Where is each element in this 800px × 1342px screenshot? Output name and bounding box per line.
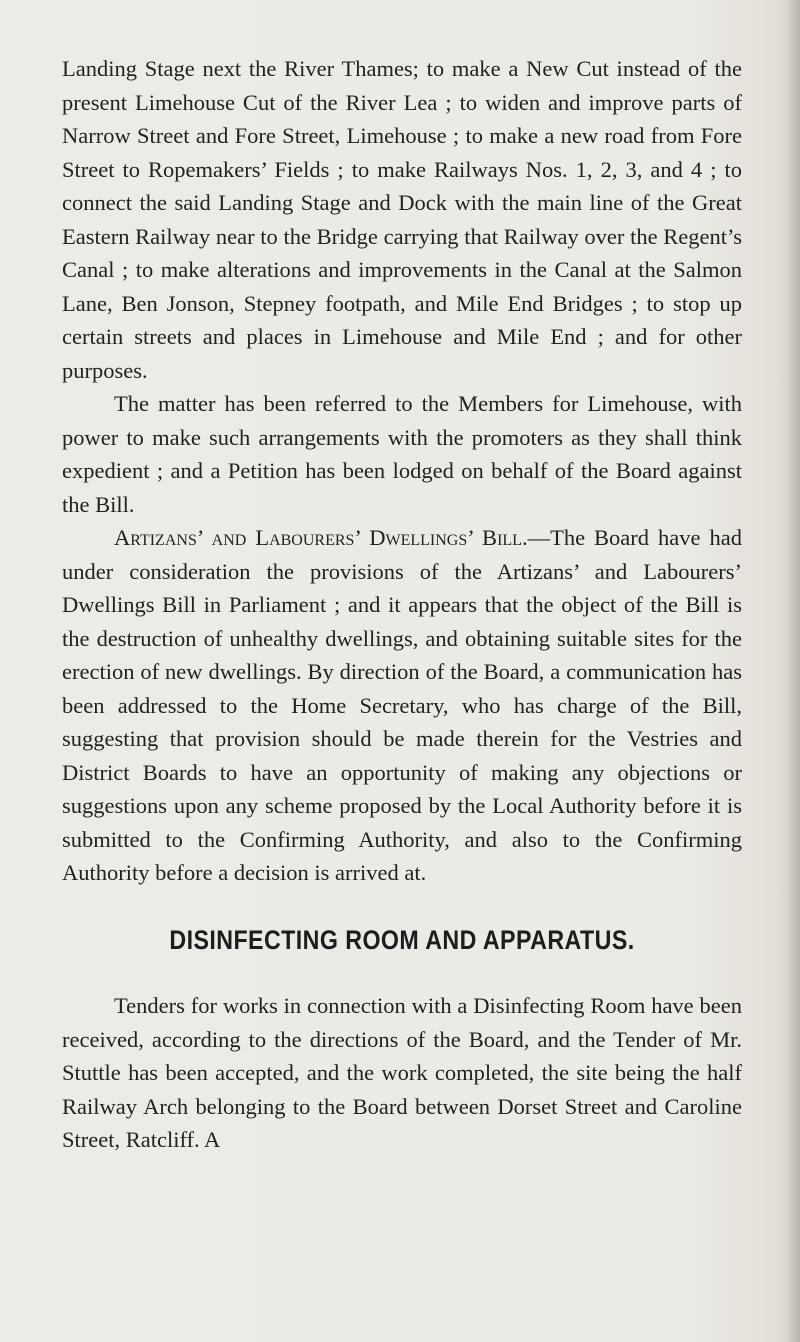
paragraph-disinfecting-room: Tenders for works in connection with a Disinfecting Room have been received, according to the directions of the Board, and the Tender of Mr. Stuttle has been accepted, and the work completed, the site being the half Railway Arch belonging to the Board between Dorset Street and Caroline Street, Ratcliff. A: [62, 993, 742, 1152]
paragraph-members-limehouse: The matter has been referred to the Members for Limehouse, with power to make such arrangements with the promoters as they shall think expedient ; and a Petition has been lodged on behalf of the Board against the Bill.: [62, 391, 742, 517]
section-heading: DISINFECTING ROOM AND APPARATUS.: [169, 924, 635, 955]
paragraph-dwellings-bill: [62, 521, 742, 890]
dwellings-bill-body: —The Board have had under consideration the provisions of the Artizans’ and Labourers’ Dwellings Bill in Parliament ; and it appears that the object of the Bill is the destruction of unhealthy dwellings, and obtaining suitable sites for the erection of new dwellings. By direction of the Board, a communication has been addressed to the Home Secretary, who has charge of the Bill, suggesting that provision should be made therein for the Vestries and District Boards to have an opportunity of making any objections or suggestions upon any scheme proposed by the Local Authority before it is submitted to the Confirming Authority, and also to the Confirming Authority before a decision is arrived at.: [62, 525, 742, 885]
page-edge-shadow: [786, 0, 800, 1342]
paragraph-landing-stage: Landing Stage next the River Thames; to make a New Cut instead of the present Limehouse Cut of the River Lea ; to widen and improve parts of Narrow Street and Fore Street, Limehouse ; to make a new road from Fore Street to Ropemakers’ Fields ; to make Railways Nos. 1, 2, 3, and 4 ; to connect the said Landing Stage and Dock with the main line of the Great Eastern Railway near to the Bridge carrying that Railway over the Regent’s Canal ; to make alterations and improvements in the Canal at the Salmon Lane, Ben Jonson, Stepney footpath, and Mile End Bridges ; to stop up certain streets and places in Limehouse and Mile End ; and for other purposes.: [62, 56, 742, 383]
page-text: [62, 52, 742, 1157]
dwellings-bill-title: Artizans’ and Labourers’ Dwellings’ Bill.: [114, 525, 528, 550]
